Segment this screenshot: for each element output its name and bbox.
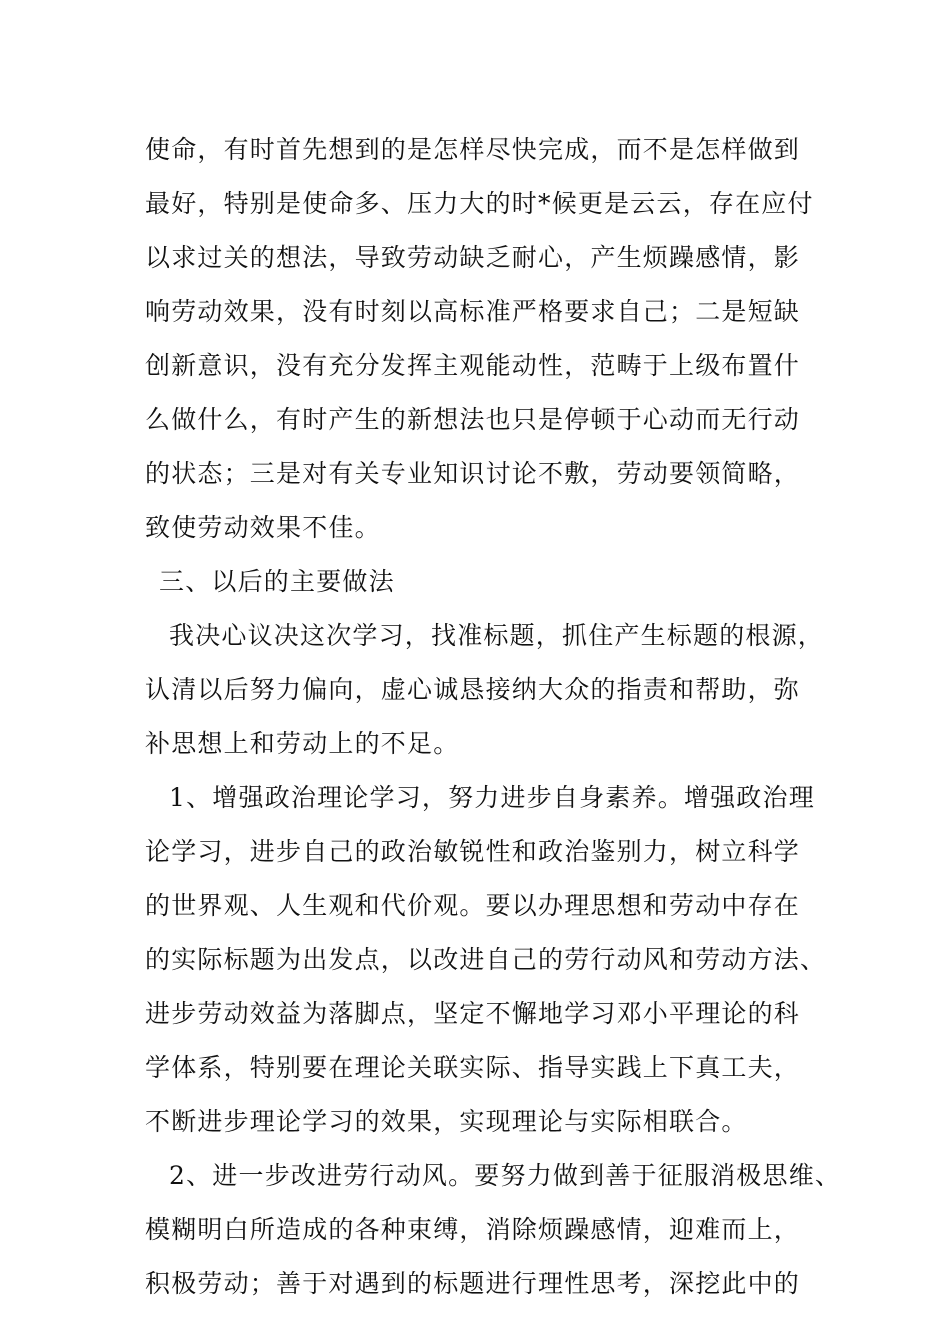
section-heading: 三、以后的主要做法: [159, 567, 395, 596]
text-line: 么做什么，有时产生的新想法也只是停顿于心动而无行动: [145, 405, 801, 434]
text-line: 不断进步理论学习的效果，实现理论与实际相联合。: [145, 1107, 748, 1136]
document-body: [145, 131, 842, 1319]
text-line: 创新意识，没有充分发挥主观能动性，范畴于上级布置什: [145, 351, 801, 380]
text-line: 我决心议决这次学习，找准标题，抓住产生标题的根源，: [169, 621, 825, 650]
text-line: 致使劳动效果不佳。: [145, 513, 381, 542]
text-line: 的实际标题为出发点，以改进自己的劳行动风和劳动方法、: [145, 945, 827, 974]
text-line: 的世界观、人生观和代价观。要以办理思想和劳动中存在: [145, 891, 801, 920]
text-line: 模糊明白所造成的各种束缚，消除烦躁感情，迎难而上，: [145, 1215, 801, 1244]
text-line: 以求过关的想法，导致劳动缺乏耐心，产生烦躁感情，影: [145, 243, 801, 272]
text-line: 学体系，特别要在理论关联实际、指导实践上下真工夫，: [145, 1053, 801, 1082]
text-line: 认清以后努力偏向，虚心诚恳接纳大众的指责和帮助，弥: [145, 675, 801, 704]
text-line: 补思想上和劳动上的不足。: [145, 729, 460, 758]
text-line: 积极劳动；善于对遇到的标题进行理性思考，深挖此中的: [145, 1269, 801, 1298]
text-line: 论学习，进步自己的政治敏锐性和政治鉴别力，树立科学: [145, 837, 801, 866]
text-line: 最好，特别是使命多、压力大的时*候更是云云，存在应付: [145, 189, 814, 218]
text-line: 响劳动效果，没有时刻以高标准严格要求自己；二是短缺: [145, 297, 801, 326]
text-line: 使命，有时首先想到的是怎样尽快完成，而不是怎样做到: [145, 135, 801, 164]
text-line: 2、进一步改进劳行动风。要努力做到善于征服消极思维、: [169, 1161, 842, 1190]
text-line: 进步劳动效益为落脚点，坚定不懈地学习邓小平理论的科: [145, 999, 801, 1028]
text-line: 1、增强政治理论学习，努力进步自身素养。增强政治理: [169, 783, 815, 812]
text-line: 的状态；三是对有关专业知识讨论不敷，劳动要领简略，: [145, 459, 801, 488]
